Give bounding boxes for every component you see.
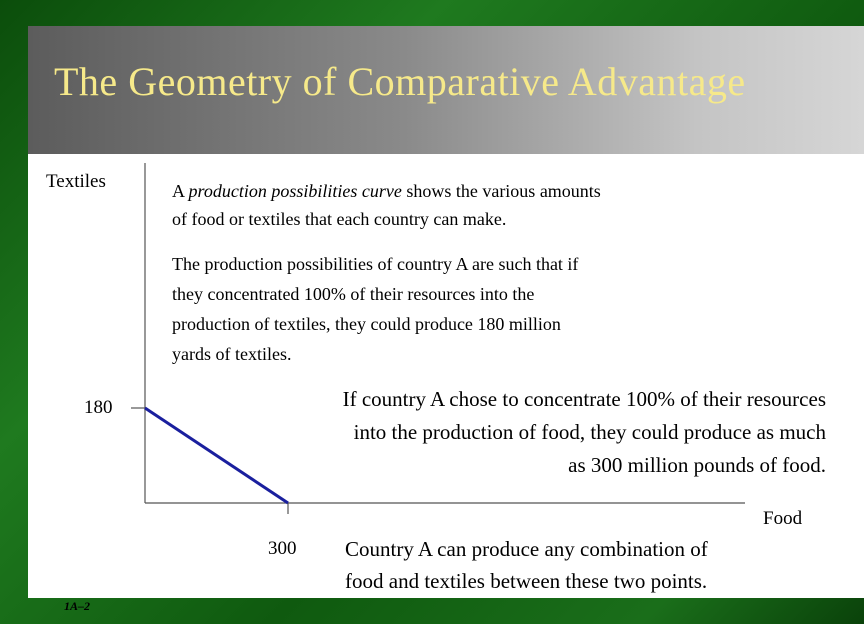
slide-number: 1A–2 (64, 599, 91, 613)
ppc-line (145, 408, 288, 503)
combination-line: food and textiles between these two points. (345, 569, 708, 593)
food-line: as 300 million pounds of food. (568, 453, 826, 477)
food-line: into the production of food, they could produce as much (353, 420, 826, 444)
p1-prefix: A (172, 181, 189, 201)
textiles-line: yards of textiles. (172, 344, 292, 364)
ppc-definition-paragraph (172, 177, 601, 233)
combination-paragraph (345, 533, 708, 597)
textiles-line: they concentrated 100% of their resources into the (172, 284, 535, 304)
x-tick-label: 300 (268, 538, 297, 559)
food-line: If country A chose to concentrate 100% of their resources (342, 387, 826, 411)
textiles-paragraph (172, 249, 578, 369)
textiles-line: The production possibilities of country A are such that if (172, 254, 579, 274)
p1-italic-term: production possibilities curve (188, 181, 402, 201)
p1-rest: shows the various amounts (401, 181, 601, 201)
food-paragraph (343, 383, 826, 482)
y-axis-label: Textiles (46, 171, 106, 192)
x-axis-label: Food (763, 508, 803, 529)
y-tick-label: 180 (84, 397, 113, 418)
textiles-line: production of textiles, they could produce 180 million (172, 314, 561, 334)
slide-title: The Geometry of Comparative Advantage (54, 59, 746, 104)
combination-line: Country A can produce any combination of (345, 537, 708, 561)
ppc-definition-line-2: of food or textiles that each country can make. (172, 209, 507, 229)
ppc-definition-line-1 (172, 181, 601, 201)
